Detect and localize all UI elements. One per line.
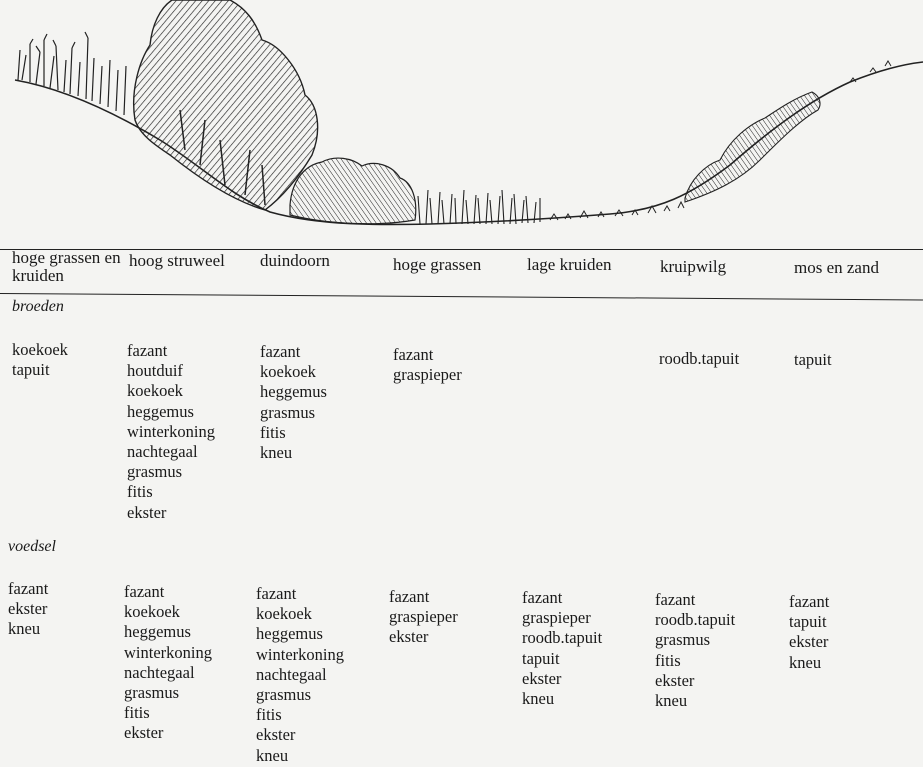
species-name: kneu: [789, 652, 822, 672]
species-name: fazant: [389, 587, 430, 606]
species-name: houtduif: [127, 361, 183, 381]
species-name: tapuit: [12, 360, 50, 380]
species-list: [522, 588, 602, 709]
species-name: koekoek: [256, 604, 312, 624]
species-name: kneu: [655, 691, 688, 711]
kruipwilg-shrubs: [685, 92, 820, 202]
duindoorn-shrubs: [290, 158, 416, 224]
species-name: fazant: [8, 579, 49, 598]
species-name: fazant: [260, 342, 301, 361]
species-name: ekster: [127, 502, 167, 522]
header-bottom-rule: [0, 293, 923, 300]
species-name: fazant: [789, 592, 830, 611]
species-name: nachtegaal: [256, 664, 327, 684]
species-name: grasmus: [655, 630, 710, 650]
species-name: fazant: [655, 590, 696, 609]
species-name: roodb.tapuit: [659, 349, 740, 368]
species-name: nachtegaal: [124, 662, 195, 682]
species-list: [124, 582, 212, 744]
species-name: ekster: [655, 670, 695, 690]
species-list: [655, 590, 735, 711]
species-name: fazant: [393, 345, 434, 364]
tall-shrub-mass: [134, 0, 318, 210]
species-name: winterkoning: [256, 644, 344, 664]
species-name: ekster: [124, 723, 164, 743]
header-top-rule: [0, 249, 923, 250]
zone-label: mos en zand: [794, 258, 879, 277]
zone-label: hoge grassen en kruiden: [12, 248, 121, 285]
species-name: fazant: [522, 588, 563, 607]
species-name: ekster: [389, 627, 429, 647]
species-name: fazant: [127, 341, 168, 360]
zone-label: duindoorn: [260, 251, 330, 270]
tall-grass-left: [18, 32, 126, 115]
species-name: graspieper: [522, 608, 591, 628]
species-name: fitis: [260, 422, 286, 442]
species-list: [393, 345, 462, 385]
species-name: koekoek: [12, 340, 68, 359]
species-name: fazant: [256, 584, 297, 603]
species-name: fitis: [127, 482, 153, 502]
dune-landscape-illustration: [0, 0, 923, 245]
species-name: kneu: [522, 689, 555, 709]
species-list: [12, 340, 68, 380]
species-name: grasmus: [260, 402, 315, 422]
species-name: ekster: [8, 599, 48, 619]
tall-grass-dip: [418, 190, 540, 224]
species-name: heggemus: [260, 382, 327, 402]
species-name: nachtegaal: [127, 442, 198, 462]
species-list: [389, 587, 458, 648]
species-name: koekoek: [127, 381, 183, 401]
species-name: winterkoning: [124, 642, 212, 662]
species-name: grasmus: [124, 683, 179, 703]
species-name: fitis: [124, 703, 150, 723]
species-name: fitis: [655, 650, 681, 670]
species-list: [260, 342, 327, 463]
species-name: tapuit: [522, 648, 560, 668]
species-name: roodb.tapuit: [522, 628, 603, 648]
species-name: roodb.tapuit: [655, 610, 736, 630]
species-name: ekster: [789, 632, 829, 652]
species-name: koekoek: [260, 362, 316, 382]
species-name: grasmus: [256, 685, 311, 705]
species-name: koekoek: [124, 602, 180, 622]
species-name: heggemus: [127, 401, 194, 421]
species-name: fazant: [124, 582, 165, 601]
species-name: heggemus: [256, 624, 323, 644]
species-name: ekster: [256, 725, 296, 745]
section-label-voedsel: voedsel: [8, 538, 56, 555]
low-herbs: [550, 202, 684, 220]
zone-label: hoge grassen: [393, 255, 482, 274]
zone-label: hoog struweel: [129, 251, 225, 270]
species-name: graspieper: [393, 365, 462, 385]
species-list: [8, 579, 48, 640]
species-list: [789, 592, 829, 673]
species-name: fitis: [256, 705, 282, 725]
species-name: ekster: [522, 668, 562, 688]
species-list: [794, 350, 832, 370]
species-name: graspieper: [389, 607, 458, 627]
species-name: kneu: [260, 443, 293, 463]
species-name: tapuit: [789, 612, 827, 632]
species-name: heggemus: [124, 622, 191, 642]
species-name: winterkoning: [127, 421, 215, 441]
species-list: [256, 584, 344, 766]
species-name: grasmus: [127, 462, 182, 482]
zone-label: lage kruiden: [527, 255, 612, 274]
species-list: [659, 349, 739, 369]
species-list: [127, 341, 215, 523]
section-label-broeden: broeden: [12, 298, 64, 315]
species-name: kneu: [8, 619, 41, 639]
species-name: tapuit: [794, 350, 832, 369]
zone-label: kruipwilg: [660, 257, 727, 276]
species-name: kneu: [256, 745, 289, 765]
